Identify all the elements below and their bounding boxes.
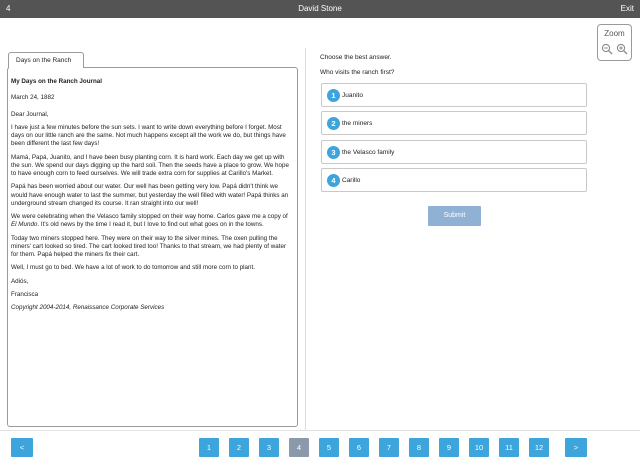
option-text: Carillo (342, 177, 361, 184)
option-number-badge: 4 (327, 174, 340, 187)
exit-button[interactable]: Exit (620, 4, 634, 13)
journal-signature: Francisca (11, 290, 39, 298)
zoom-control (597, 24, 632, 61)
question-stem: Who visits the ranch first? (320, 69, 395, 76)
journal-greeting: Dear Journal, (11, 110, 49, 118)
top-bar (0, 0, 640, 18)
page-button-11[interactable]: 11 (499, 438, 519, 457)
pager-divider (0, 430, 640, 431)
zoom-label: Zoom (604, 29, 625, 38)
next-button[interactable]: > (565, 438, 587, 457)
option-text: Juanito (342, 92, 363, 99)
answer-option-1[interactable] (321, 83, 587, 107)
page-button-7[interactable]: 7 (379, 438, 399, 457)
page-button-3[interactable]: 3 (259, 438, 279, 457)
page-button-2[interactable]: 2 (229, 438, 249, 457)
option-text: the Velasco family (342, 149, 395, 156)
option-number-badge: 2 (327, 117, 340, 130)
zoom-out-icon[interactable] (601, 43, 613, 55)
passage-paragraph: Today two miners stopped here. They were on their way to the silver mines. The oxen pulling the miners' cart looked so tired. The cart looked tired too! Thanks to that stream, we had plenty of water for them. Papá helped the miners fix their cart. (11, 234, 287, 258)
question-instruction: Choose the best answer. (320, 54, 392, 61)
passage-paragraph: Mamá, Papá, Juanito, and I have been busy planting corn. It is hard work. Each day we get up with the sun. We spend our days digging up the hard soil. Then the seeds have a place to grow. We hope to have enough corn to feed ourselves. We will trade extra corn for supplies at Carillo's Market. (11, 153, 289, 177)
option-text: the miners (342, 120, 373, 127)
paragraph-text: We were celebrating when the Velasco family stopped on their way home. Carlos gave me a copy of (11, 213, 288, 220)
newspaper-title: El Mundo (11, 221, 38, 229)
passage-paragraph (11, 213, 293, 230)
journal-closing: Adiós, (11, 277, 29, 285)
student-name: David Stone (298, 4, 342, 13)
copyright-text: Copyright 2004-2014, Renaissance Corporate Services (11, 304, 165, 311)
answer-option-3[interactable] (321, 140, 587, 164)
passage-paragraph: Well, I must go to bed. We have a lot of work to do tomorrow and still more corn to plant. (11, 264, 255, 272)
page-button-1[interactable]: 1 (199, 438, 219, 457)
page-button-9[interactable]: 9 (439, 438, 459, 457)
option-number-badge: 3 (327, 146, 340, 159)
page-button-6[interactable]: 6 (349, 438, 369, 457)
journal-date: March 24, 1882 (11, 94, 55, 102)
question-number: 4 (6, 4, 11, 13)
previous-button[interactable]: < (11, 438, 33, 457)
panel-divider (305, 48, 306, 430)
page-button-4-current[interactable]: 4 (289, 438, 309, 457)
passage-tab[interactable]: Days on the Ranch (8, 52, 84, 68)
option-number-badge: 1 (327, 89, 340, 102)
page-button-12[interactable]: 12 (529, 438, 549, 457)
answer-option-4[interactable] (321, 168, 587, 192)
answer-option-2[interactable] (321, 111, 587, 135)
passage-paragraph: Papá has been worried about our water. Our well has been getting very low. Papá didn't think we would have enough water to last the summer, but yesterday the well filled with water! Papá thinks an underground stream changed its course. It ran straight into our well! (11, 183, 289, 207)
zoom-in-icon[interactable] (616, 43, 628, 55)
page-button-10[interactable]: 10 (469, 438, 489, 457)
passage-paragraph: I have just a few minutes before the sun sets. I want to write down everything before I forget. Most days on our little ranch are the same. Not much happens except all the work we do, but things have been different the last few days! (11, 123, 286, 148)
submit-button[interactable]: Submit (428, 206, 481, 226)
passage-panel[interactable] (7, 67, 298, 427)
page-button-8[interactable]: 8 (409, 438, 429, 457)
paragraph-text: . It's old news by the time I read it, but I love to find out what goes on in the towns. (37, 221, 264, 229)
page-button-5[interactable]: 5 (319, 438, 339, 457)
journal-title: My Days on the Ranch Journal (11, 78, 102, 85)
